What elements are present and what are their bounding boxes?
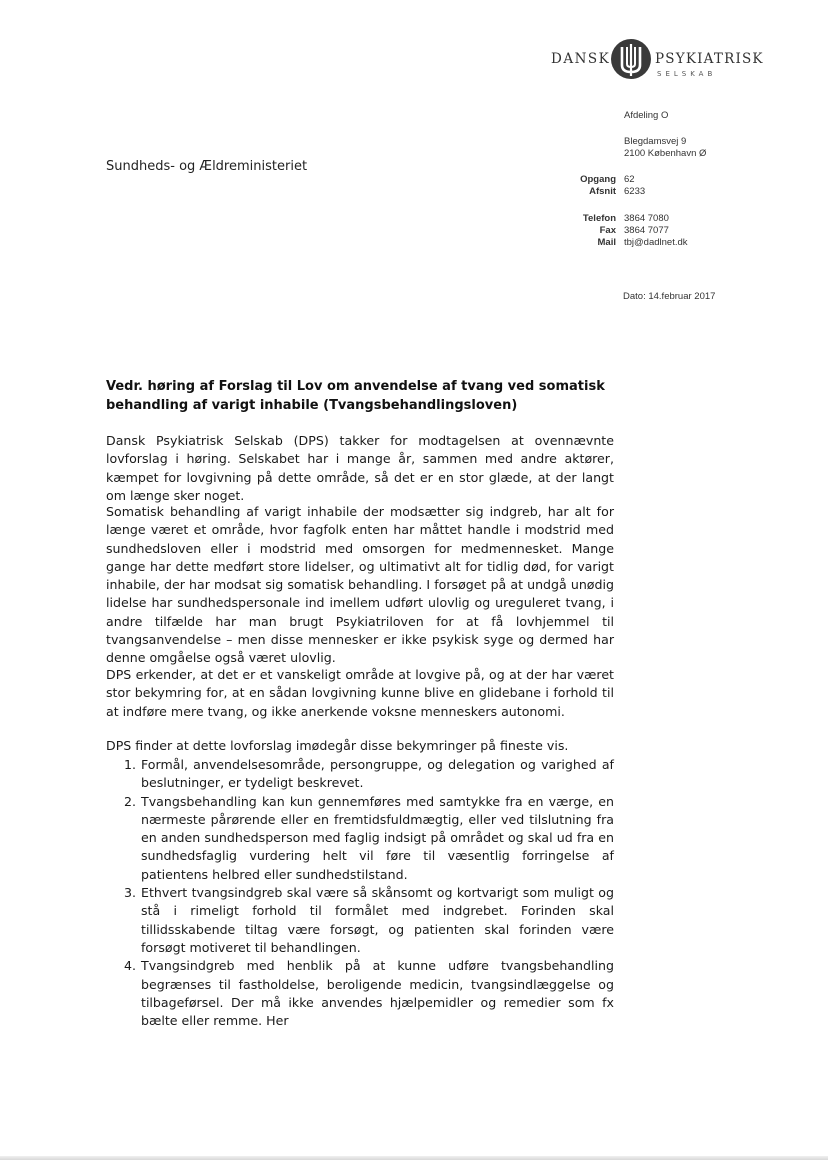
field-value-fax: 3864 7077	[624, 225, 669, 236]
field-value-telefon: 3864 7080	[624, 213, 669, 224]
points-list	[106, 756, 614, 1030]
field-label-telefon: Telefon	[582, 213, 616, 224]
list-item: 2. Tvangsbehandling kan kun gennemføres med samtykke fra en værge, en nærmeste pårørende eller en fremtidsfuldmægtig, eller ved tilslutning fra en anden sundhedsperson med faglig indsigt på området og skal ud fra en sundhedsfaglig vurdering helt vil føre til væsentlig forringelse af patientens helbred eller sundhedstilstand.	[124, 793, 614, 882]
sender-city: 2100 København Ø	[624, 148, 707, 159]
body-paragraph-4: DPS finder at dette lovforslag imødegår disse bekymringer på fineste vis.	[106, 738, 569, 753]
dps-logo-icon	[610, 38, 652, 80]
page-bottom-edge	[0, 1156, 828, 1160]
body-paragraph-2: Somatisk behandling af varigt inhabile der modsætter sig indgreb, har alt for længe været et område, hvor fagfolk enten har måttet handle i modstrid med sundhedsloven eller i modstrid med omsorgen for medmennesket. Mange gange har dette medført store lidelser, og ultimativt alt for tidlig død, for varigt inhabile, der har modsat sig somatisk behandling. I forsøget på at undgå unødig lidelse har sundhedspersonale ind imellem udført ulovlig og ureguleret tvang, i andre tilfælde har man brugt Psykiatriloven for at få lovhjemmel til tvangsanvendelse – men disse mennesker er ikke psykisk syge og dermed har denne omgåelse også været ulovlig.	[106, 504, 614, 666]
field-label-fax: Fax	[599, 225, 616, 236]
body-paragraph-3: DPS erkender, at det er et vanskeligt område at lovgive på, og at der har været stor bekymring for, at en sådan lovgivning kunne blive en glidebane i forhold til at indføre mere tvang, og ikke anerkende voksne menneskers autonomi.	[106, 667, 614, 719]
letter-date: Dato: 14.februar 2017	[623, 291, 716, 302]
field-label-opgang: Opgang	[580, 174, 616, 185]
field-label-afsnit: Afsnit	[589, 186, 616, 197]
field-value-opgang: 62	[624, 174, 635, 185]
list-item: 1. Formål, anvendelsesområde, persongruppe, og delegation og varighed af beslutninger, er tydeligt beskrevet.	[124, 757, 614, 791]
list-item: 3. Ethvert tvangsindgreb skal være så skånsomt og kortvarigt som muligt og stå i rimeligt forhold til formålet med indgrebet. Forinden skal tillidsskabende tiltag være forsøgt, og patienten skal forinden være forsøgt motiveret til behandlingen.	[124, 885, 614, 955]
sender-department: Afdeling O	[624, 110, 669, 121]
logo-text-psykiatrisk: PSYKIATRISK	[655, 51, 764, 67]
letter-subject: Vedr. høring af Forslag til Lov om anvendelse af tvang ved somatisk behandling af varigt inhabile (Tvangsbehandlingsloven)	[106, 379, 605, 413]
logo-text-selskab: SELSKAB	[657, 70, 717, 78]
body-paragraph-1: Dansk Psykiatrisk Selskab (DPS) takker for modtagelsen at ovennævnte lovforslag i høring. Selskabet har i mange år, sammen med andre aktører, kæmpet for lovgivning på dette område, så det er en stor glæde, at der langt om længe sker noget.	[106, 433, 614, 503]
field-value-afsnit: 6233	[624, 186, 646, 197]
recipient: Sundheds- og Ældreministeriet	[106, 159, 308, 174]
field-label-mail: Mail	[597, 237, 616, 248]
list-item: 4. Tvangsindgreb med henblik på at kunne udføre tvangsbehandling begrænses til fastholdelse, beroligende medicin, tvangsindlæggelse og tilbageførsel. Der må ikke anvendes hjælpemidler og remedier som fx bælte eller remme. Her	[124, 958, 614, 1029]
field-value-mail: tbj@dadlnet.dk	[624, 237, 688, 248]
sender-street: Blegdamsvej 9	[624, 136, 687, 147]
logo-text-dansk: DANSK	[551, 51, 611, 67]
